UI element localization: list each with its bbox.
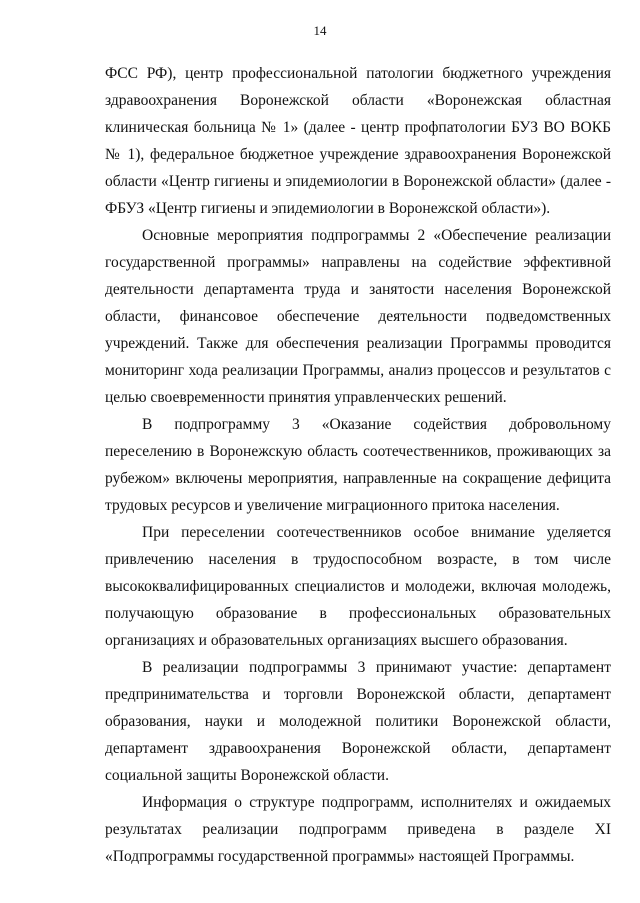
paragraph-continuation: ФСС РФ), центр профессиональной патологии бюджетного учреждения здравоохранения Воронежской области «Воронежская областная клиническая больница № 1» (далее - центр профпатологии БУЗ ВО ВОКБ № 1), федеральное бюджетное учреждение здравоохранения Воронежской области «Центр гигиены и эпидемиологии в Воронежской области» (далее - ФБУЗ «Центр гигиены и эпидемиологии в Воронежской области»). (105, 65, 611, 217)
page-number: 14 (313, 23, 327, 38)
paragraph-subprogram-2: Основные мероприятия подпрограммы 2 «Обеспечение реализации государственной программы» направлены на содействие эффективной деятельности департамента труда и занятости населения Воронежской области, финансовое обеспечение деятельности подведомственных учреждений. Также для обеспечения реализации Программы проводится мониторинг хода реализации Программы, анализ процессов и результатов с целью своевременности принятия управленческих решений. (105, 227, 611, 406)
paragraph-structure-info: Информация о структуре подпрограмм, исполнителях и ожидаемых результатах реализации подпрограмм приведена в разделе XI «Подпрограммы государственной программы» настоящей Программы. (105, 794, 611, 865)
paragraph-resettlement: При переселении соотечественников особое внимание уделяется привлечению населения в трудоспособном возрасте, в том числе высококвалифицированных специалистов и молодежи, включая молодежь, получающую образование в профессиональных образовательных организациях и образовательных организациях высшего образования. (105, 524, 611, 649)
paragraph-participants: В реализации подпрограммы 3 принимают участие: департамент предпринимательства и торговли Воронежской области, департамент образования, науки и молодежной политики Воронежской области, департамент здравоохранения Воронежской области, департамент социальной защиты Воронежской области. (105, 659, 611, 784)
body-text (105, 60, 611, 870)
paragraph-subprogram-3: В подпрограмму 3 «Оказание содействия добровольному переселению в Воронежскую область соотечественников, проживающих за рубежом» включены мероприятия, направленные на сокращение дефицита трудовых ресурсов и увеличение миграционного притока населения. (105, 416, 611, 514)
